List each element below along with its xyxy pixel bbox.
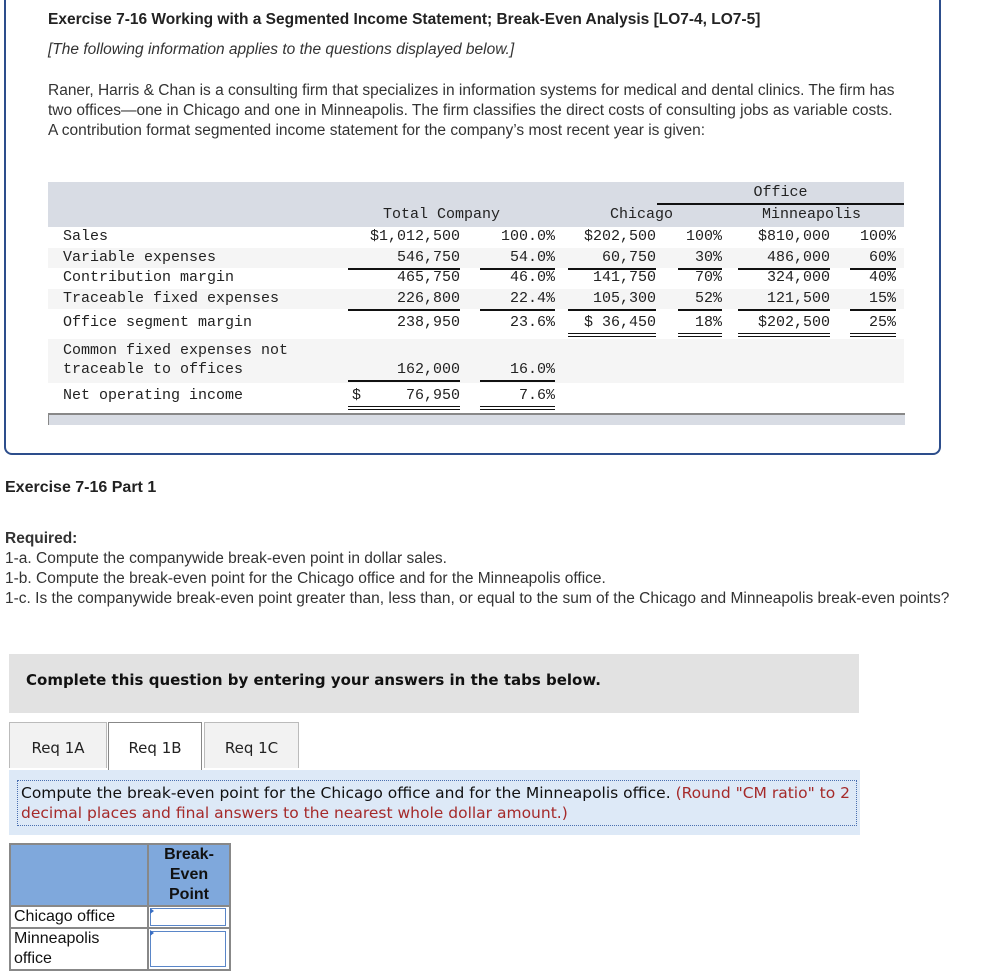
answer-table [9, 843, 231, 971]
statement-scrollbar[interactable] [48, 413, 905, 425]
total-value-box [348, 386, 460, 410]
chicago-value: 141,750 [592, 269, 656, 286]
instruction-bar [9, 654, 859, 713]
row-label-chicago: Chicago office [10, 906, 148, 928]
question-panel [9, 770, 860, 835]
minneapolis-pct: 15% [850, 289, 896, 311]
minneapolis-value: 324,000 [766, 269, 830, 286]
chicago-pct: 52% [678, 289, 722, 311]
chicago-cell [148, 906, 230, 928]
total-value: $1,012,500 [369, 228, 460, 245]
minneapolis-value: 121,500 [738, 289, 830, 311]
table-row-contribution-margin [48, 268, 904, 289]
table-row-sales [48, 227, 904, 248]
statement-header [48, 182, 904, 227]
total-pct: 23.6% [509, 314, 555, 331]
row-label: Sales [63, 228, 109, 245]
row-label: Variable expenses [63, 248, 217, 266]
total-value: 226,800 [348, 289, 460, 311]
row-label: Traceable fixed expenses [63, 289, 280, 307]
table-row-net-operating-income [48, 383, 904, 411]
required-item-1c: 1-c. Is the companywide break-even point greater than, less than, or equal to the sum of the Chicago and Minneapolis break-even points? [5, 590, 950, 607]
chicago-pct: 30% [678, 248, 722, 270]
row-label-minneapolis [10, 928, 148, 970]
exercise-title: Exercise 7-16 Working with a Segmented Income Statement; Break-Even Analysis [LO7-4, LO7-5] [48, 11, 761, 28]
part-title: Exercise 7-16 Part 1 [5, 479, 157, 496]
minneapolis-value: $202,500 [738, 313, 830, 337]
segmented-income-statement [48, 182, 904, 411]
chicago-break-even-input[interactable] [150, 908, 226, 926]
chicago-value: 105,300 [568, 289, 656, 311]
instruction-text: Complete this question by entering your answers in the tabs below. [26, 671, 601, 689]
chicago-value: 60,750 [568, 248, 656, 270]
minneapolis-pct: 60% [850, 248, 896, 270]
table-row-variable-expenses [48, 248, 904, 269]
row-label: Office segment margin [63, 314, 253, 331]
chicago-value: $202,500 [583, 228, 656, 245]
question-main: Compute the break-even point for the Chicago office and for the Minneapolis office. [21, 784, 676, 802]
rounding-note: (Round "CM ratio" to 2 decimal places and final answers to the nearest whole dollar amount.) [21, 784, 850, 822]
total-value: 546,750 [348, 248, 460, 270]
required-label: Required: [5, 530, 78, 547]
answer-header-blank [10, 844, 148, 906]
office-group-header: Office [657, 183, 904, 205]
label-line1: Minneapolis [14, 930, 100, 947]
exercise-intro: Raner, Harris & Chan is a consulting firm that specializes in information systems for medical and dental clinics. The firm has two offices—one in Chicago and one in Minneapolis. The firm classifies the direct costs of consulting jobs as variable costs. A contribution format segmented income statement for the company’s most recent year is given: [48, 82, 895, 139]
row-label: Contribution margin [63, 269, 235, 286]
required-item-1a: 1-a. Compute the companywide break-even point in dollar sales. [5, 550, 447, 567]
table-row-traceable-fixed [48, 289, 904, 310]
break-even-header [148, 844, 230, 906]
required-item-1b: 1-b. Compute the break-even point for the Chicago office and for the Minneapolis office. [5, 570, 606, 587]
table-row-common-fixed [48, 339, 904, 383]
exercise-subtitle: [The following information applies to the questions displayed below.] [48, 41, 515, 58]
header-line: Break- [164, 846, 214, 863]
total-value: 238,950 [396, 314, 460, 331]
minneapolis-value: 486,000 [738, 248, 830, 270]
table-row-segment-margin [48, 309, 904, 335]
chicago-pct: 100% [685, 228, 722, 245]
question-text [17, 780, 857, 826]
chicago-value: $ 36,450 [568, 313, 656, 337]
row-label: Net operating income [63, 387, 244, 404]
total-pct: 46.0% [509, 269, 555, 286]
col-minneapolis: Minneapolis [762, 206, 862, 223]
total-pct: 16.0% [480, 360, 555, 382]
chicago-pct: 18% [678, 313, 722, 337]
col-chicago: Chicago [610, 206, 674, 223]
tab-req-1b[interactable]: Req 1B [108, 722, 202, 770]
total-pct: 54.0% [480, 248, 555, 270]
chicago-pct: 70% [694, 269, 722, 286]
tab-req-1c[interactable]: Req 1C [204, 722, 299, 768]
total-pct: 100.0% [500, 228, 555, 245]
total-pct: 7.6% [480, 386, 555, 410]
minneapolis-value: $810,000 [757, 228, 830, 245]
minneapolis-pct: 100% [859, 228, 896, 245]
col-total-company: Total Company [383, 206, 501, 223]
minneapolis-pct: 40% [868, 269, 896, 286]
total-pct: 22.4% [480, 289, 555, 311]
tab-bar [9, 722, 859, 772]
row-label-line2: traceable to offices [63, 361, 244, 378]
total-value: 465,750 [396, 269, 460, 286]
header-line: Even [169, 866, 209, 883]
tab-req-1a[interactable]: Req 1A [9, 722, 107, 768]
label-line2: office [14, 950, 52, 967]
total-value: 162,000 [348, 360, 460, 382]
minneapolis-cell [148, 928, 230, 970]
input-flag-icon [150, 908, 154, 914]
header-line: Point [169, 886, 209, 903]
dollar-sign: $ [352, 387, 362, 404]
row-label-line1: Common fixed expenses not [63, 342, 289, 359]
minneapolis-break-even-input[interactable] [150, 931, 226, 967]
required-section [5, 529, 965, 609]
total-value: 76,950 [405, 387, 460, 404]
input-flag-icon [150, 930, 154, 936]
minneapolis-pct: 25% [850, 313, 896, 337]
